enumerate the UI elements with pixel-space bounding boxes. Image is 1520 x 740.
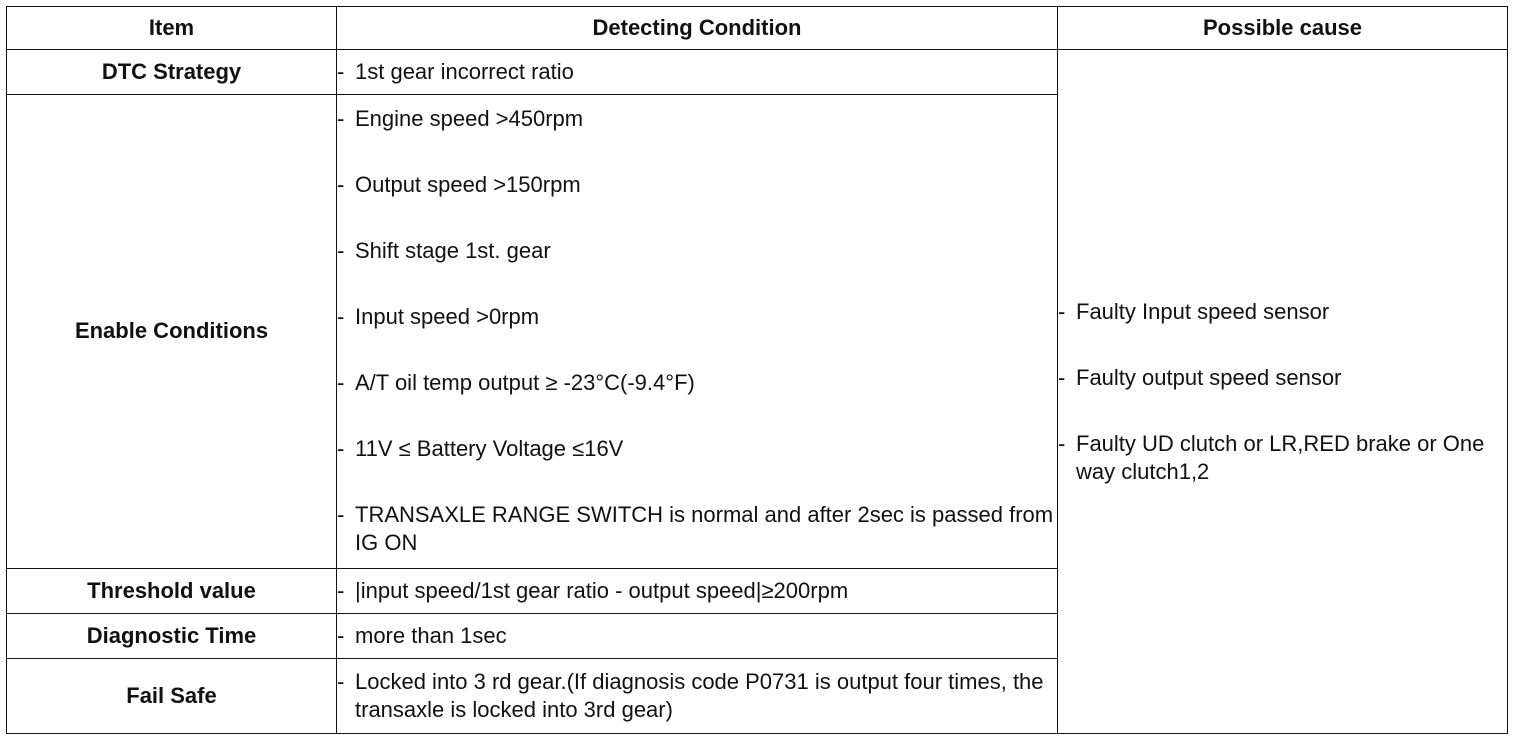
table-row: [7, 50, 1508, 95]
bullet-dash: -: [337, 59, 345, 85]
condition-bullet: [337, 58, 1057, 86]
condition-bullet: [337, 622, 1057, 650]
condition-bullet: [337, 369, 1057, 397]
bullet-dash: -: [1058, 298, 1066, 324]
bullet-dash: -: [1058, 430, 1066, 456]
condition-bullet: [337, 577, 1057, 605]
row-condition-cell: [337, 658, 1058, 733]
condition-bullet: [337, 501, 1057, 557]
header-detecting-condition: Detecting Condition: [337, 7, 1058, 50]
row-item-diagnostic-time: Diagnostic Time: [7, 613, 337, 658]
row-condition-cell: [337, 613, 1058, 658]
condition-bullet: [337, 303, 1057, 331]
condition-text: Input speed >0rpm: [355, 304, 540, 330]
condition-text: Locked into 3 rd gear.(If diagnosis code P0731 is output four times, the transaxle is locked into 3rd gear): [355, 668, 1044, 722]
bullet-dash: -: [337, 106, 345, 132]
row-item-fail-safe: Fail Safe: [7, 658, 337, 733]
bullet-dash: -: [337, 622, 345, 648]
possible-cause-cell: [1058, 50, 1508, 734]
condition-text: TRANSAXLE RANGE SWITCH is normal and after 2sec is passed from IG ON: [355, 502, 1054, 556]
cause-text: Faulty Input speed sensor: [1076, 298, 1330, 324]
bullet-dash: -: [337, 436, 345, 462]
row-item-dtc-strategy: DTC Strategy: [7, 50, 337, 95]
cause-text: Faulty UD clutch or LR,RED brake or One way clutch1,2: [1076, 430, 1485, 484]
bullet-dash: -: [337, 668, 345, 694]
table-header-row: [7, 7, 1508, 50]
bullet-dash: -: [337, 577, 345, 603]
row-item-threshold-value: Threshold value: [7, 568, 337, 613]
header-item: Item: [7, 7, 337, 50]
cause-text: Faulty output speed sensor: [1076, 364, 1342, 390]
bullet-dash: -: [337, 502, 345, 528]
dtc-table-container: [6, 6, 1507, 734]
condition-text: Engine speed >450rpm: [355, 106, 584, 132]
row-item-enable-conditions: Enable Conditions: [7, 95, 337, 569]
condition-bullet: [337, 237, 1057, 265]
condition-text: A/T oil temp output ≥ -23°C(-9.4°F): [355, 370, 695, 396]
condition-text: more than 1sec: [355, 622, 507, 648]
bullet-dash: -: [1058, 364, 1066, 390]
cause-bullet: [1058, 298, 1507, 326]
condition-bullet: [337, 668, 1057, 724]
row-condition-cell: [337, 95, 1058, 569]
row-condition-cell: [337, 568, 1058, 613]
condition-text: 1st gear incorrect ratio: [355, 59, 574, 85]
condition-bullet: [337, 105, 1057, 133]
condition-text: Output speed >150rpm: [355, 172, 581, 198]
cause-bullet: [1058, 430, 1507, 486]
bullet-dash: -: [337, 238, 345, 264]
condition-bullet: [337, 171, 1057, 199]
header-possible-cause: Possible cause: [1058, 7, 1508, 50]
condition-text: Shift stage 1st. gear: [355, 238, 551, 264]
bullet-dash: -: [337, 370, 345, 396]
row-condition-cell: [337, 50, 1058, 95]
bullet-dash: -: [337, 172, 345, 198]
condition-bullet: [337, 435, 1057, 463]
bullet-dash: -: [337, 304, 345, 330]
condition-text: 11V ≤ Battery Voltage ≤16V: [355, 436, 624, 462]
dtc-table: [6, 6, 1508, 734]
condition-text: |input speed/1st gear ratio - output speed|≥200rpm: [355, 577, 849, 603]
cause-bullet: [1058, 364, 1507, 392]
